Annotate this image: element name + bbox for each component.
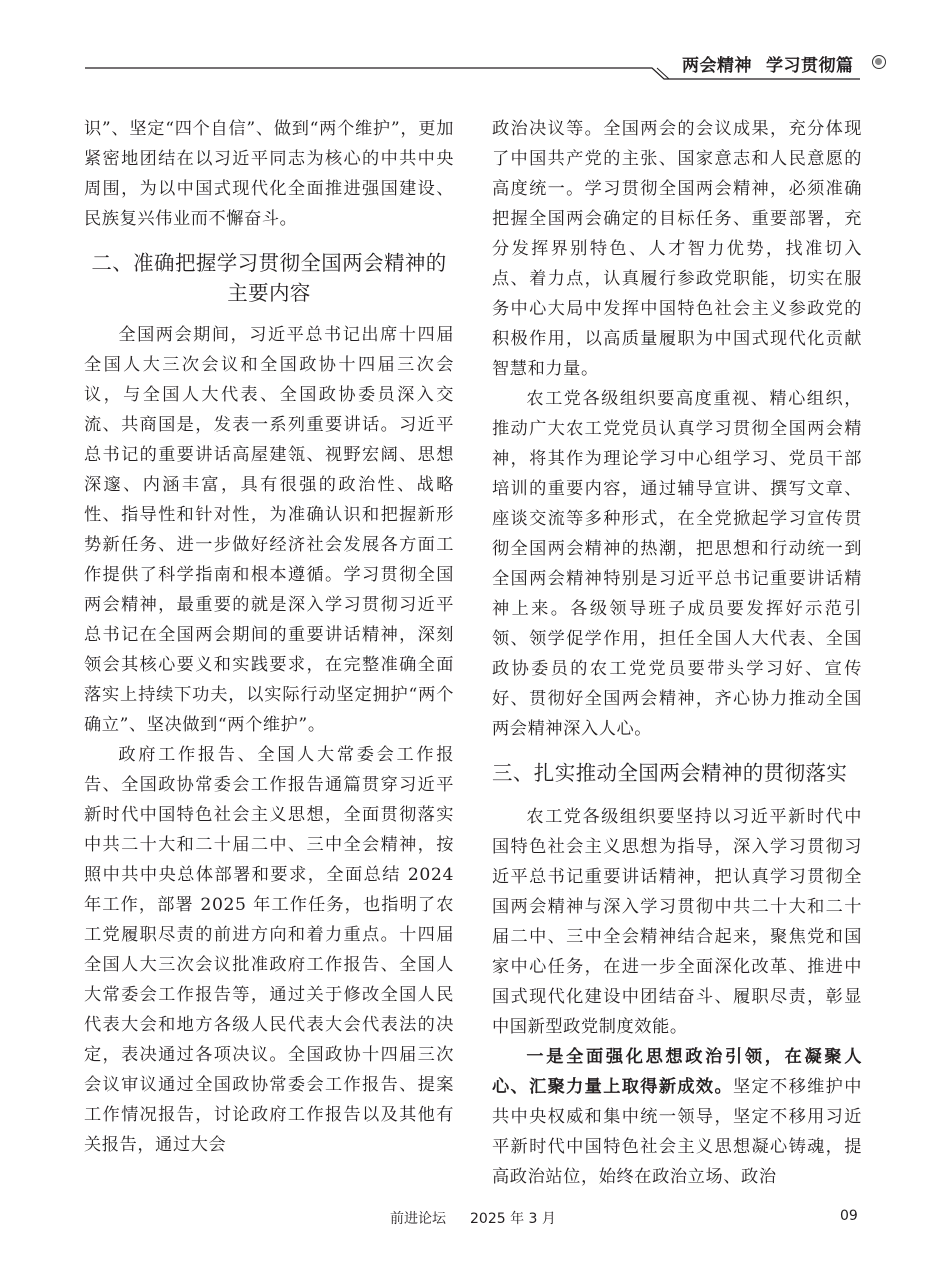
section-heading-3: 三、扎实推动全国两会精神的贯彻落实 <box>492 761 848 785</box>
paragraph <box>492 1042 862 1192</box>
section-heading-2-line1: 二、准确把握学习贯彻全国两会精神的 <box>91 251 447 275</box>
paragraph-lead-bold: 一是全面强化思想政治引领，在凝聚人心、汇聚力量上取得新成效。 <box>492 1047 862 1097</box>
issue-date: 2025 年 3 月 <box>470 1211 556 1227</box>
journal-name: 前进论坛 <box>390 1211 446 1227</box>
running-title-section: 两会精神 <box>682 56 752 76</box>
section-heading-2-line2: 主要内容 <box>227 281 311 305</box>
paragraph: 全国两会期间，习近平总书记出席十四届全国人大三次会议和全国政协十四届三次会议，与全国人大代表、全国政协委员深入交流、共商国是，发表一系列重要讲话。习近平总书记的重要讲话高屋建瓴、视野宏阔、思想深邃、内涵丰富，具有很强的政治性、战略性、指导性和针对性，为准确认识和把握新形势新任务、进一步做好经济社会发展各方面工作提供了科学指南和根本遵循。学习贯彻全国两会精神，最重要的就是深入学习贯彻习近平总书记在全国两会期间的重要讲话精神，深刻领会其核心要义和实践要求，在完整准确全面落实上持续下功夫，以实际行动坚定拥护“两个确立”、坚决做到“两个维护”。 <box>84 325 454 735</box>
paragraph: 农工党各级组织要高度重视、精心组织，推动广大农工党党员认真学习贯彻全国两会精神，将其作为理论学习中心组学习、党员干部培训的重要内容，通过辅导宣讲、撰写文章、座谈交流等多种形式，在全党掀起学习宣传贯彻全国两会精神的热潮，把思想和行动统一到全国两会精神特别是习近平总书记重要讲话精神上来。各级领导班子成员要发挥好示范引领、领学促学作用，担任全国人大代表、全国政协委员的农工党党员要带头学习好、宣传好、贯彻好全国两会精神，齐心协力推动全国两会精神深入人心。 <box>492 389 862 739</box>
page-number: 09 <box>840 1208 858 1224</box>
paragraph-body: 坚定不移维护中共中央权威和集中统一领导，坚定不移用习近平新时代中国特色社会主义思想凝心铸魂，提高政治站位，始终在政治立场、政治 <box>492 1077 862 1187</box>
paragraph: 农工党各级组织要坚持以习近平新时代中国特色社会主义思想为指导，深入学习贯彻习近平总书记重要讲话精神，把认真学习贯彻全国两会精神与深入学习贯彻中共二十大和二十届二中、三中全会精神结合起来，聚焦党和国家中心任务，在进一步全面深化改革、推进中国式现代化建设中团结奋斗、履职尽责，彰显中国新型政党制度效能。 <box>492 807 862 1037</box>
paragraph-continued: 政治决议等。全国两会的会议成果，充分体现了中国共产党的主张、国家意志和人民意愿的高度统一。学习贯彻全国两会精神，必须准确把握全国两会确定的目标任务、重要部署，充分发挥界别特色、人才智力优势，找准切入点、着力点，认真履行参政党职能，切实在服务中心大局中发挥中国特色社会主义参政党的积极作用，以高质量履职为中国式现代化贡献智慧和力量。 <box>492 119 862 379</box>
right-column <box>492 114 862 1192</box>
paragraph: 政府工作报告、全国人大常委会工作报告、全国政协常委会工作报告通篇贯穿习近平新时代中国特色社会主义思想，全面贯彻落实中共二十大和二十届二中、三中全会精神，按照中共中央总体部署和要求，全面总结 2024 年工作，部署 2025 年工作任务，也指明了农工党履职尽责的前进方向和着力重点。十四届全国人大三次会议批准政府工作报告、全国人大常委会工作报告等，通过关于修改全国人民代表大会和地方各级人民代表大会代表法的决定，表决通过各项决议。全国政协十四届三次会议审议通过全国政协常委会工作报告、提案工作情况报告，讨论政府工作报告以及其他有关报告，通过大会 <box>84 745 454 1155</box>
target-circle-icon <box>872 55 886 69</box>
header-rule <box>0 0 944 100</box>
left-column <box>84 114 454 1160</box>
paragraph-continued: 识”、坚定“四个自信”、做到“两个维护”，更加紧密地团结在以习近平同志为核心的中共中央周围，为以中国式现代化全面推进强国建设、民族复兴伟业而不懈奋斗。 <box>84 119 454 229</box>
running-title-subsection: 学习贯彻篇 <box>766 56 854 76</box>
running-title <box>682 51 854 76</box>
section-heading-2 <box>84 248 454 308</box>
